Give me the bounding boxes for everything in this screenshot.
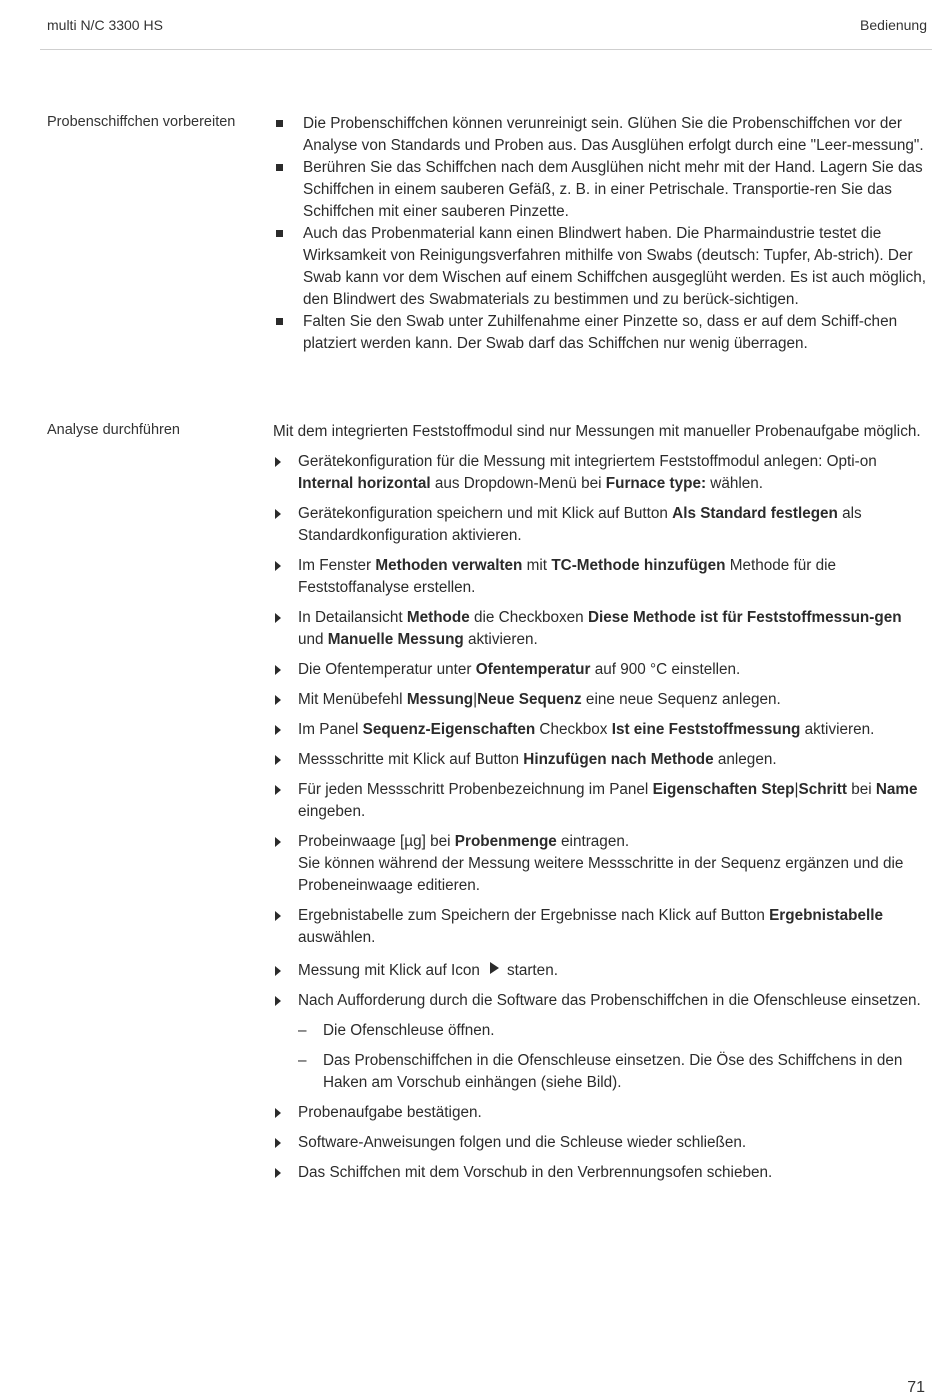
- step-text: Im Panel: [298, 721, 363, 738]
- step-text: starten.: [506, 962, 558, 979]
- ui-term: Als Standard festlegen: [672, 505, 838, 522]
- dash-bullet: –: [298, 1052, 307, 1069]
- step-text: wählen.: [706, 475, 764, 492]
- triangle-arrow-icon: [275, 457, 281, 467]
- sub-step-item: [298, 1050, 927, 1094]
- list-item-text: Die Probenschiffchen können verunreinigt sein. Glühen Sie die Probenschiffchen vor der Analyse von Standards und Proben aus. Das Ausglühen erfolgt durch eine "Leer-messung".: [303, 115, 924, 154]
- step-item: [273, 749, 927, 771]
- step-text: Nach Aufforderung durch die Software das Probenschiffchen in die Ofenschleuse einsetzen.: [298, 992, 921, 1009]
- triangle-arrow-icon: [275, 837, 281, 847]
- step-item: [273, 990, 927, 1094]
- ui-term: Probenmenge: [454, 833, 557, 850]
- ui-term: Internal horizontal: [298, 475, 431, 492]
- list-item-text: Falten Sie den Swab unter Zuhilfenahme einer Pinzette so, dass er auf dem Schiff-chen platziert werden kann. Der Swab darf das Schiffchen nur wenig überragen.: [303, 313, 898, 352]
- triangle-arrow-icon: [275, 966, 281, 976]
- step-text: Software-Anweisungen folgen und die Schleuse wieder schließen.: [298, 1134, 747, 1151]
- running-header: [47, 17, 927, 35]
- step-item: [273, 1132, 927, 1154]
- list-item: [273, 311, 927, 355]
- step-text: auswählen.: [298, 929, 376, 946]
- triangle-arrow-icon: [275, 996, 281, 1006]
- menu-separator: |: [473, 691, 478, 708]
- menu-separator: |: [794, 781, 799, 798]
- sub-step-list: [298, 1020, 927, 1094]
- list-item-text: Berühren Sie das Schiffchen nach dem Ausglühen nicht mehr mit der Hand. Lagern Sie das Schiffchen in einem sauberen Gefäß, z. B. in einer Petrischale. Transportie-ren Sie das Schiffchen mit einer sauberen Pinzette.: [303, 159, 923, 220]
- header-divider: [40, 49, 932, 50]
- step-text: mit: [522, 557, 552, 574]
- step-text: eintragen.: [556, 833, 630, 850]
- step-item: [273, 503, 927, 547]
- play-icon: [490, 962, 499, 974]
- triangle-arrow-icon: [275, 1108, 281, 1118]
- side-heading-analyse: Analyse durchführen: [47, 422, 180, 438]
- ui-term: Eigenschaften Step: [652, 781, 795, 798]
- triangle-arrow-icon: [275, 1138, 281, 1148]
- step-text: Mit Menübefehl: [298, 691, 407, 708]
- square-bullet-icon: [276, 230, 283, 237]
- ui-term: Messung: [406, 691, 474, 708]
- triangle-arrow-icon: [275, 911, 281, 921]
- ui-term: Ergebnistabelle: [769, 907, 883, 924]
- step-text: Für jeden Messschritt Probenbezeichnung im Panel: [298, 781, 653, 798]
- step-text: aktivieren.: [800, 721, 875, 738]
- triangle-arrow-icon: [275, 1168, 281, 1178]
- ui-term: Sequenz-Eigenschaften: [362, 721, 536, 738]
- step-text: Die Ofentemperatur unter: [298, 661, 476, 678]
- triangle-arrow-icon: [275, 509, 281, 519]
- step-note: Sie können während der Messung weitere Messschritte in der Sequenz ergänzen und die Probeneinwaage editieren.: [298, 855, 904, 894]
- step-item: [273, 607, 927, 651]
- step-text: als Standardkonfiguration aktivieren.: [298, 505, 862, 544]
- square-bullet-icon: [276, 164, 283, 171]
- step-item: [273, 719, 927, 741]
- step-text: In Detailansicht: [298, 609, 407, 626]
- step-text: Das Schiffchen mit dem Vorschub in den Verbrennungsofen schieben.: [298, 1164, 773, 1181]
- step-text: Probeinwaage [µg] bei: [298, 833, 455, 850]
- triangle-arrow-icon: [275, 725, 281, 735]
- section-analyse: [273, 421, 927, 1192]
- page-number: 71: [907, 1379, 925, 1396]
- ui-term: Hinzufügen nach Methode: [523, 751, 714, 768]
- step-text: aus Dropdown-Menü bei: [430, 475, 606, 492]
- step-item: [273, 779, 927, 823]
- step-item: [273, 905, 927, 949]
- step-text: Gerätekonfiguration speichern und mit Klick auf Button: [298, 505, 673, 522]
- ui-term: Diese Methode ist für Feststoffmessun-gen: [587, 609, 902, 626]
- step-text: eine neue Sequenz anlegen.: [581, 691, 781, 708]
- step-text: Messung mit Klick auf Icon: [298, 962, 480, 979]
- step-text: eingeben.: [298, 803, 366, 820]
- sub-step-text: Die Ofenschleuse öffnen.: [323, 1022, 495, 1039]
- step-text: Ergebnistabelle zum Speichern der Ergebnisse nach Klick auf Button: [298, 907, 770, 924]
- list-item: [273, 113, 927, 157]
- list-item-text: Auch das Probenmaterial kann einen Blindwert haben. Die Pharmaindustrie testet die Wirksamkeit von Reinigungsverfahren mithilfe von Swabs (deutsch: Tupfer, Ab-strich). Der Swab kann vor dem Wischen auf einem Schiffchen ausgeglüht werden. Es ist auch möglich, den Blindwert des Swabmaterials zu bestimmen und zu berück-sichtigen.: [303, 225, 926, 308]
- ui-term: Manuelle Messung: [327, 631, 464, 648]
- header-product-name: multi N/C 3300 HS: [47, 17, 163, 33]
- dash-bullet: –: [298, 1022, 307, 1039]
- bullet-list: [273, 113, 927, 355]
- ui-term: Schritt: [798, 781, 847, 798]
- triangle-arrow-icon: [275, 785, 281, 795]
- sub-step-item: [298, 1020, 927, 1042]
- side-heading-probenschiffchen: Probenschiffchen vorbereiten: [47, 114, 236, 130]
- triangle-arrow-icon: [275, 561, 281, 571]
- step-text: auf 900 °C einstellen.: [590, 661, 741, 678]
- list-item: [273, 157, 927, 223]
- step-text: Methode für die Feststoffanalyse erstellen.: [298, 557, 837, 596]
- ui-term: TC-Methode hinzufügen: [551, 557, 726, 574]
- step-item: [273, 1162, 927, 1184]
- step-text: aktivieren.: [463, 631, 538, 648]
- step-item: [273, 451, 927, 495]
- ui-term: Methode: [406, 609, 470, 626]
- triangle-arrow-icon: [275, 613, 281, 623]
- step-text: Messschritte mit Klick auf Button: [298, 751, 524, 768]
- header-section-name: Bedienung: [860, 17, 927, 33]
- intro-paragraph: Mit dem integrierten Feststoffmodul sind nur Messungen mit manueller Probenaufgabe möglich.: [273, 423, 921, 440]
- step-text: Probenaufgabe bestätigen.: [298, 1104, 482, 1121]
- step-text: bei: [846, 781, 876, 798]
- ui-term: Neue Sequenz: [477, 691, 582, 708]
- square-bullet-icon: [276, 318, 283, 325]
- ui-term: Name: [875, 781, 918, 798]
- step-text: Im Fenster: [298, 557, 376, 574]
- triangle-arrow-icon: [275, 695, 281, 705]
- triangle-arrow-icon: [275, 755, 281, 765]
- ui-term: Methoden verwalten: [375, 557, 523, 574]
- step-item: [273, 1102, 927, 1124]
- square-bullet-icon: [276, 120, 283, 127]
- step-item: [273, 659, 927, 681]
- step-item: [273, 831, 927, 897]
- ui-term: Furnace type:: [605, 475, 707, 492]
- sub-step-text: Das Probenschiffchen in die Ofenschleuse einsetzen. Die Öse des Schiffchens in den Haken am Vorschub einhängen (siehe Bild).: [323, 1052, 903, 1091]
- step-text: und: [298, 631, 328, 648]
- step-item: [273, 689, 927, 711]
- step-list: [273, 451, 927, 1184]
- step-text: die Checkboxen: [469, 609, 588, 626]
- step-text: Checkbox: [535, 721, 612, 738]
- step-text: Gerätekonfiguration für die Messung mit integriertem Feststoffmodul anlegen: Opti-on: [298, 453, 877, 470]
- ui-term: Ofentemperatur: [475, 661, 591, 678]
- ui-term: Ist eine Feststoffmessung: [611, 721, 801, 738]
- triangle-arrow-icon: [275, 665, 281, 675]
- list-item: [273, 223, 927, 311]
- step-item: [273, 960, 927, 982]
- step-text: anlegen.: [713, 751, 777, 768]
- section-probenschiffchen: [273, 113, 927, 355]
- step-item: [273, 555, 927, 599]
